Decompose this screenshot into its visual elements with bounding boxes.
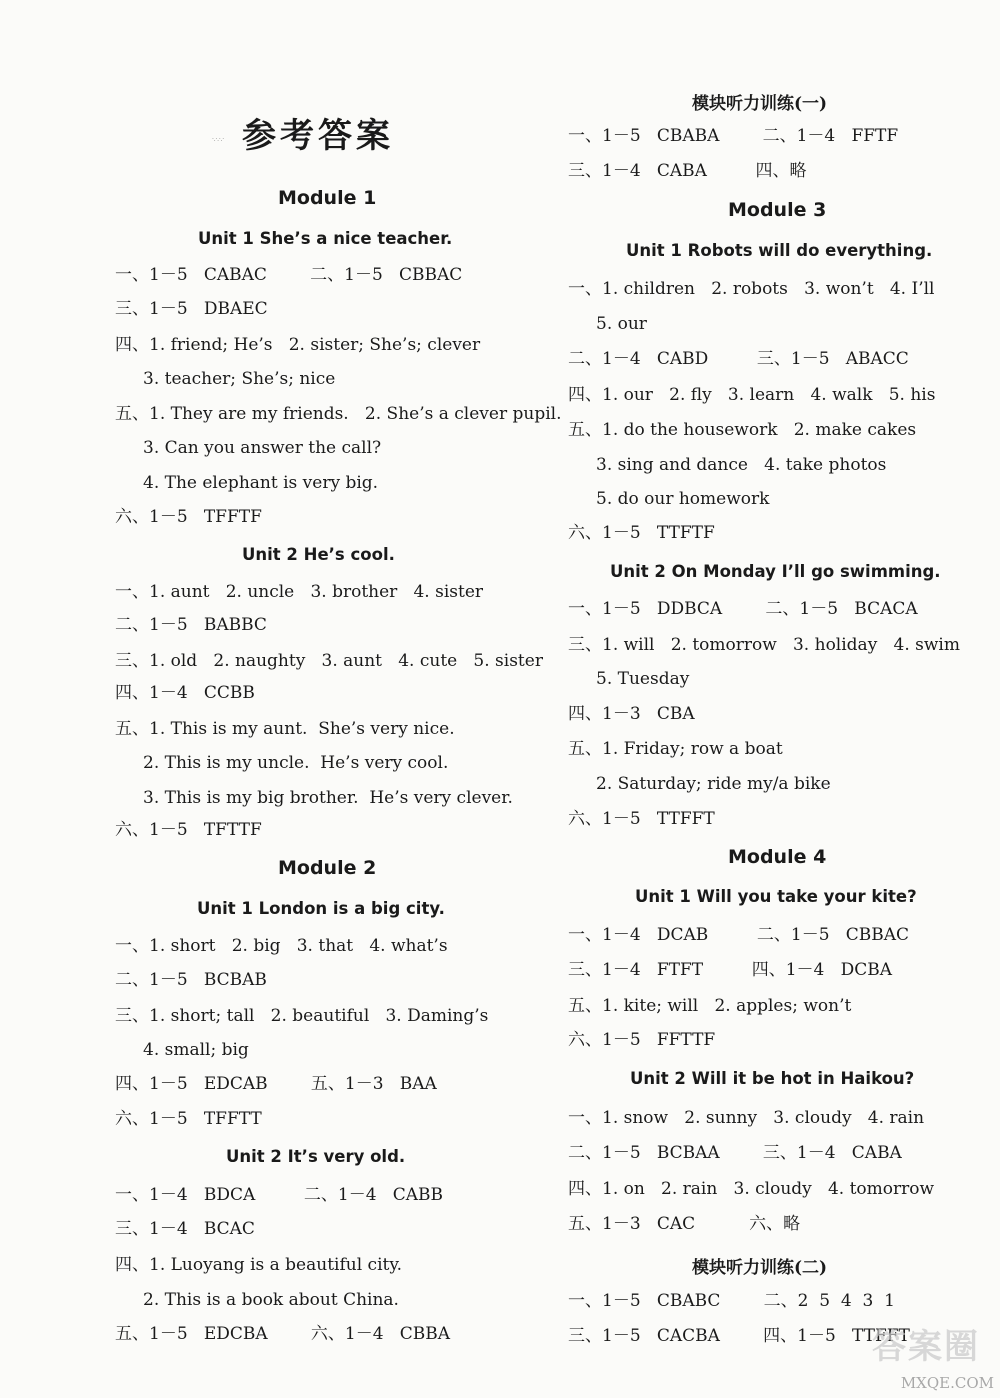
answer-line: 3. teacher; She’s; nice [143, 369, 336, 389]
answer-line: 一、1－5 CABAC 二、1－5 CBBAC [115, 265, 463, 285]
listening-training-2-heading: 模块听力训练(二) [692, 1258, 828, 1278]
module-1-unit-2-heading: Unit 2 He’s cool. [242, 545, 395, 564]
module-3-heading: Module 3 [728, 199, 827, 221]
answer-line: 三、1－5 DBAEC [115, 299, 268, 319]
answer-line: 六、1－5 TTFFT [568, 809, 715, 829]
answer-line: 六、1－5 TFTTF [115, 820, 262, 840]
page-title-block [212, 108, 412, 154]
module-4-unit-2-heading: Unit 2 Will it be hot in Haikou? [630, 1069, 915, 1088]
answer-line: 5. Tuesday [596, 669, 690, 689]
answer-line: 一、1. children 2. robots 3. won’t 4. I’ll [568, 279, 935, 299]
answer-line: 五、1－5 EDCBA 六、1－4 CBBA [115, 1324, 451, 1344]
answer-line: 三、1－5 CACBA 四、1－5 TTFFT [568, 1326, 910, 1346]
module-4-heading: Module 4 [728, 846, 827, 868]
answer-line: 一、1－5 CBABA 二、1－4 FFTF [568, 126, 899, 146]
watermark-text: MXQE.COM [900, 1374, 994, 1392]
module-1-unit-1-heading: Unit 1 She’s a nice teacher. [198, 229, 453, 248]
answer-line: 一、1. aunt 2. uncle 3. brother 4. sister [115, 582, 484, 602]
answer-line: 五、1. do the housework 2. make cakes [568, 420, 917, 440]
module-3-unit-2-heading: Unit 2 On Monday I’ll go swimming. [610, 562, 941, 581]
answer-line: 六、1－5 FFTTF [568, 1030, 716, 1050]
answer-line: 三、1－4 BCAC [115, 1219, 255, 1239]
module-2-heading: Module 2 [278, 857, 377, 879]
answer-line: 5. do our homework [596, 489, 770, 509]
watermark-logo: 答案圈 [872, 1327, 980, 1367]
answer-line: 六、1－5 TFFTT [115, 1109, 262, 1129]
answer-line: 一、1. snow 2. sunny 3. cloudy 4. rain [568, 1108, 925, 1128]
answer-line: 六、1－5 TFFTF [115, 507, 262, 527]
answer-line: 二、1－5 BABBC [115, 615, 267, 635]
answer-line: 二、1－5 BCBAA 三、1－4 CABA [568, 1143, 902, 1163]
answer-line: 4. small; big [143, 1040, 249, 1060]
answer-line: 五、1. This is my aunt. She’s very nice. [115, 719, 455, 739]
module-3-unit-1-heading: Unit 1 Robots will do everything. [626, 241, 933, 260]
answer-line: 五、1. kite; will 2. apples; won’t [568, 996, 852, 1016]
answer-line: 2. Saturday; ride my/a bike [596, 774, 831, 794]
answer-line: 三、1. short; tall 2. beautiful 3. Daming’s [115, 1006, 489, 1026]
answer-line: 五、1. They are my friends. 2. She’s a clever pupil. [115, 404, 562, 424]
answer-line: 二、1－5 BCBAB [115, 970, 267, 990]
answer-line: 一、1－4 DCAB 二、1－5 CBBAC [568, 925, 910, 945]
listening-training-1-heading: 模块听力训练(一) [692, 94, 828, 114]
module-2-unit-1-heading: Unit 1 London is a big city. [197, 899, 445, 918]
answer-line: 四、1－3 CBA [568, 704, 695, 724]
answer-line: 二、1－4 CABD 三、1－5 ABACC [568, 349, 909, 369]
module-4-unit-1-heading: Unit 1 Will you take your kite? [635, 887, 917, 906]
module-2-unit-2-heading: Unit 2 It’s very old. [226, 1147, 406, 1166]
answer-line: 四、1. our 2. fly 3. learn 4. walk 5. his [568, 385, 936, 405]
answer-line: 五、1－3 CAC 六、略 [568, 1214, 801, 1234]
answer-line: 四、1. Luoyang is a beautiful city. [115, 1255, 403, 1275]
answer-line: 三、1. old 2. naughty 3. aunt 4. cute 5. sister [115, 651, 543, 671]
answer-line: 四、1. friend; He’s 2. sister; She’s; clever [115, 335, 481, 355]
answer-line: 三、1. will 2. tomorrow 3. holiday 4. swim [568, 635, 960, 655]
answer-line: 三、1－4 CABA 四、略 [568, 161, 807, 181]
answer-line: 五、1. Friday; row a boat [568, 739, 783, 759]
answer-line: 六、1－5 TTFTF [568, 523, 715, 543]
answer-line: 一、1. short 2. big 3. that 4. what’s [115, 936, 448, 956]
answer-line: 4. The elephant is very big. [143, 473, 379, 493]
answer-line: 3. This is my big brother. He’s very clever. [143, 788, 513, 808]
answer-line: 四、1. on 2. rain 3. cloudy 4. tomorrow [568, 1179, 935, 1199]
answer-line: 一、1－5 CBABC 二、2 5 4 3 1 [568, 1291, 895, 1311]
answer-line: 一、1－4 BDCA 二、1－4 CABB [115, 1185, 443, 1205]
page-title: 参考答案 [242, 116, 394, 156]
answer-line: 四、1－5 EDCAB 五、1－3 BAA [115, 1074, 437, 1094]
answer-line: 2. This is my uncle. He’s very cool. [143, 753, 449, 773]
title-decoration: ·.·.·.· [212, 136, 224, 143]
module-1-heading: Module 1 [278, 187, 377, 209]
answer-line: 四、1－4 CCBB [115, 683, 255, 703]
answer-line: 一、1－5 DDBCA 二、1－5 BCACA [568, 599, 918, 619]
answer-line: 5. our [596, 314, 647, 334]
answer-line: 三、1－4 FTFT 四、1－4 DCBA [568, 960, 892, 980]
answer-line: 3. sing and dance 4. take photos [596, 455, 887, 475]
answer-line: 2. This is a book about China. [143, 1290, 399, 1310]
answer-line: 3. Can you answer the call? [143, 438, 382, 458]
